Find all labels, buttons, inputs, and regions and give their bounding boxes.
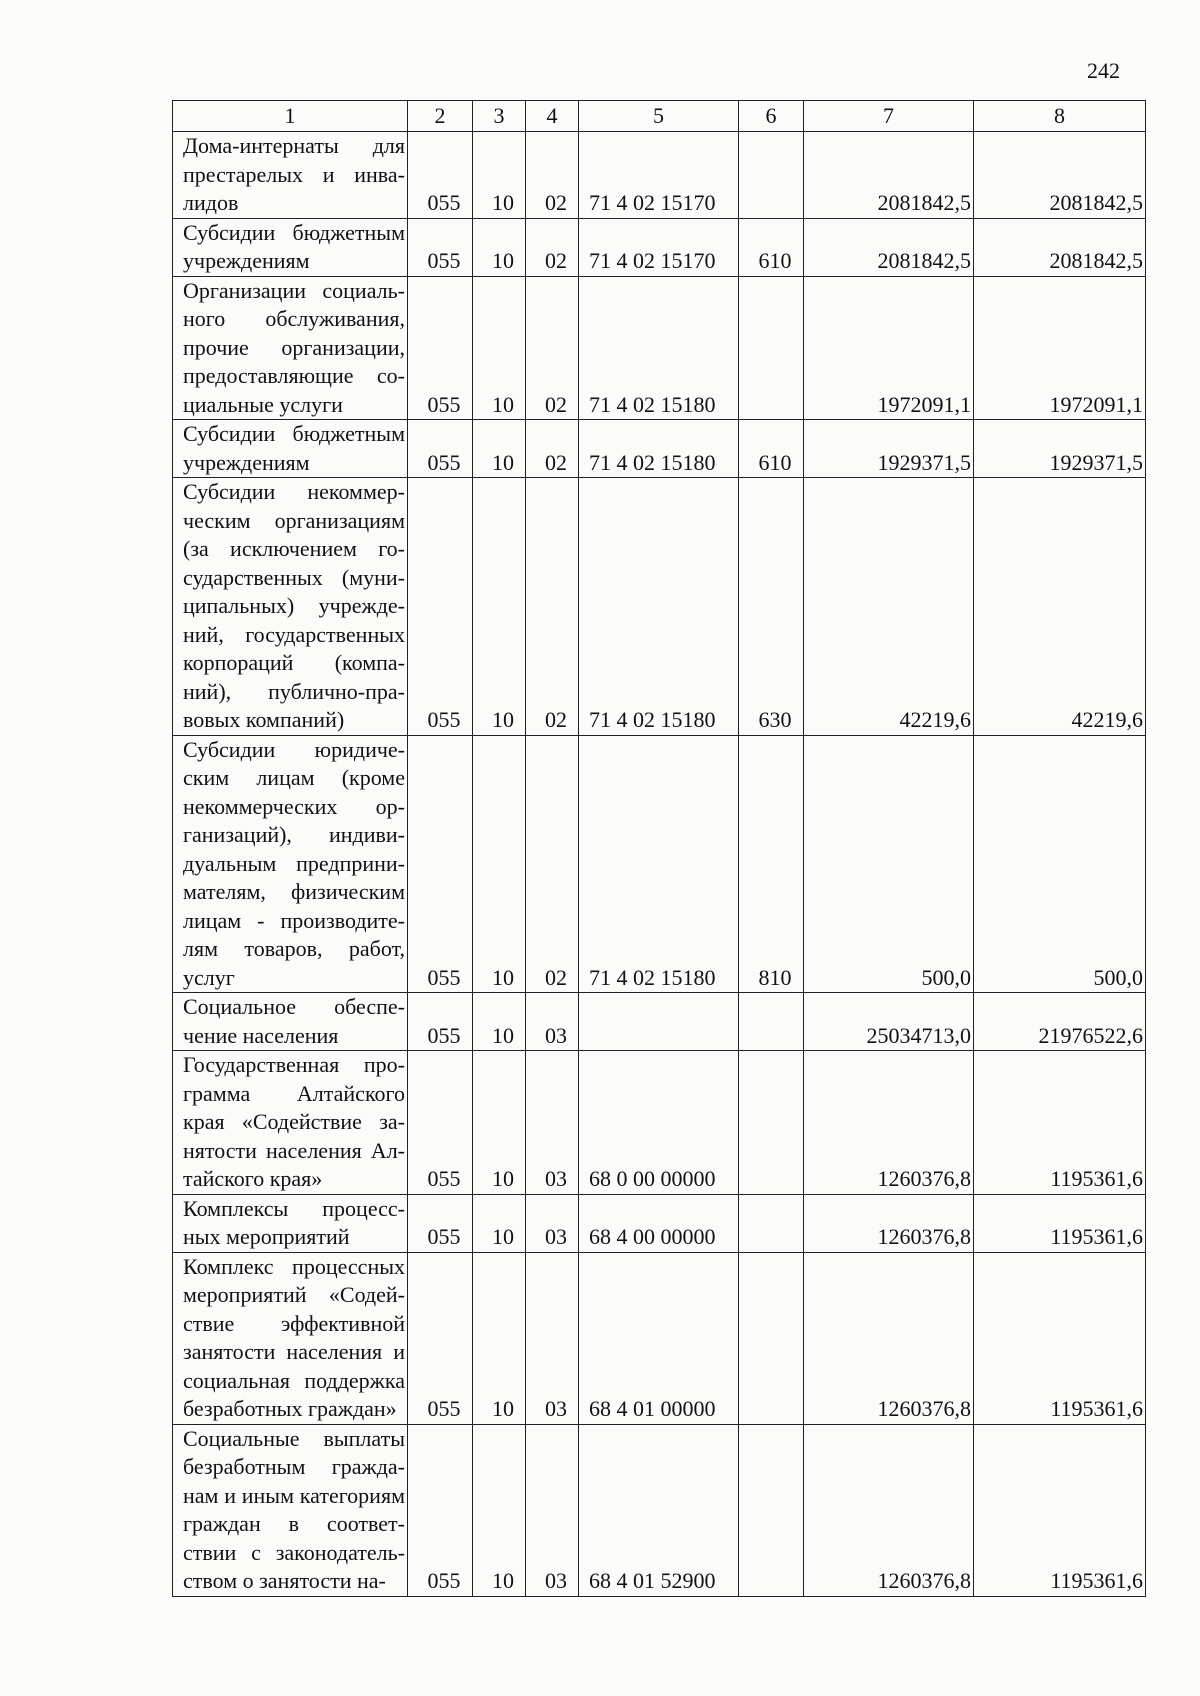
- expense-type-cell: [739, 1252, 804, 1424]
- table-row: [173, 1051, 1146, 1195]
- amount-col7-cell: 1260376,8: [804, 1424, 974, 1596]
- target-article-cell: 71 4 02 15180: [579, 478, 739, 736]
- expense-type-cell: [739, 132, 804, 219]
- row-name-cell: Субсидии юридическим лицам (кроме некоммерческих организаций), индивидуальным предпринимателям, физическим лицам - производителям товаров, работ, услуг: [173, 735, 408, 993]
- expense-type-cell: [739, 1424, 804, 1596]
- row-name-cell: Организации социального обслуживания, прочие организации, предоставляющие социальные услуги: [173, 276, 408, 420]
- ministry-code-cell: 055: [408, 478, 473, 736]
- amount-col8-cell: 21976522,6: [974, 993, 1146, 1051]
- ministry-code-cell: 055: [408, 276, 473, 420]
- table-row: [173, 132, 1146, 219]
- ministry-code-cell: 055: [408, 132, 473, 219]
- expense-type-cell: [739, 276, 804, 420]
- ministry-code-cell: 055: [408, 993, 473, 1051]
- row-name-cell: Социальное обеспечение населения: [173, 993, 408, 1051]
- ministry-code-cell: 055: [408, 218, 473, 276]
- column-header: 2: [408, 101, 473, 132]
- amount-col8-cell: 1929371,5: [974, 420, 1146, 478]
- amount-col7-cell: 2081842,5: [804, 218, 974, 276]
- section-code-cell: 10: [473, 1424, 526, 1596]
- target-article-cell: 68 4 01 00000: [579, 1252, 739, 1424]
- page-number: 242: [1087, 58, 1120, 83]
- subsection-code-cell: 02: [526, 132, 579, 219]
- target-article-cell: 68 0 00 00000: [579, 1051, 739, 1195]
- column-header: 4: [526, 101, 579, 132]
- section-code-cell: 10: [473, 1194, 526, 1252]
- target-article-cell: 71 4 02 15180: [579, 735, 739, 993]
- table-row: [173, 993, 1146, 1051]
- amount-col7-cell: 1260376,8: [804, 1194, 974, 1252]
- target-article-cell: 71 4 02 15180: [579, 420, 739, 478]
- expense-type-cell: 610: [739, 420, 804, 478]
- table-row: [173, 420, 1146, 478]
- amount-col7-cell: 2081842,5: [804, 132, 974, 219]
- amount-col8-cell: 1195361,6: [974, 1252, 1146, 1424]
- expense-type-cell: 630: [739, 478, 804, 736]
- ministry-code-cell: 055: [408, 1424, 473, 1596]
- section-code-cell: 10: [473, 735, 526, 993]
- amount-col8-cell: 1195361,6: [974, 1194, 1146, 1252]
- subsection-code-cell: 03: [526, 1194, 579, 1252]
- section-code-cell: 10: [473, 993, 526, 1051]
- subsection-code-cell: 02: [526, 276, 579, 420]
- ministry-code-cell: 055: [408, 420, 473, 478]
- target-article-cell: 71 4 02 15170: [579, 218, 739, 276]
- target-article-cell: 68 4 01 52900: [579, 1424, 739, 1596]
- subsection-code-cell: 03: [526, 1424, 579, 1596]
- expense-type-cell: 810: [739, 735, 804, 993]
- ministry-code-cell: 055: [408, 1194, 473, 1252]
- row-name-cell: Субсидии бюджетным учреждениям: [173, 218, 408, 276]
- expense-type-cell: 610: [739, 218, 804, 276]
- amount-col7-cell: 1260376,8: [804, 1051, 974, 1195]
- amount-col7-cell: 1972091,1: [804, 276, 974, 420]
- subsection-code-cell: 03: [526, 993, 579, 1051]
- amount-col7-cell: 25034713,0: [804, 993, 974, 1051]
- section-code-cell: 10: [473, 132, 526, 219]
- column-header: 8: [974, 101, 1146, 132]
- subsection-code-cell: 02: [526, 218, 579, 276]
- section-code-cell: 10: [473, 1051, 526, 1195]
- amount-col7-cell: 1260376,8: [804, 1252, 974, 1424]
- table-header-row: [173, 101, 1146, 132]
- column-header: 6: [739, 101, 804, 132]
- section-code-cell: 10: [473, 420, 526, 478]
- amount-col7-cell: 42219,6: [804, 478, 974, 736]
- amount-col8-cell: 42219,6: [974, 478, 1146, 736]
- expense-type-cell: [739, 1051, 804, 1195]
- amount-col8-cell: 1195361,6: [974, 1424, 1146, 1596]
- row-name-cell: Комплекс процессных мероприятий «Содействие эффективной занятости населения и социальная поддержка безработных граждан»: [173, 1252, 408, 1424]
- ministry-code-cell: 055: [408, 735, 473, 993]
- amount-col8-cell: 2081842,5: [974, 132, 1146, 219]
- section-code-cell: 10: [473, 1252, 526, 1424]
- table-row: [173, 218, 1146, 276]
- row-name-cell: Государственная программа Алтайского края «Содействие занятости населения Алтайского края»: [173, 1051, 408, 1195]
- table-row: [173, 276, 1146, 420]
- section-code-cell: 10: [473, 276, 526, 420]
- subsection-code-cell: 03: [526, 1252, 579, 1424]
- subsection-code-cell: 02: [526, 735, 579, 993]
- ministry-code-cell: 055: [408, 1252, 473, 1424]
- table-row: [173, 1252, 1146, 1424]
- row-name-cell: Социальные выплаты безработным гражданам и иным категориям граждан в соответствии с законодательством о занятости на-: [173, 1424, 408, 1596]
- budget-table: [172, 100, 1146, 1597]
- target-article-cell: [579, 993, 739, 1051]
- table-row: [173, 1194, 1146, 1252]
- subsection-code-cell: 03: [526, 1051, 579, 1195]
- subsection-code-cell: 02: [526, 478, 579, 736]
- target-article-cell: 68 4 00 00000: [579, 1194, 739, 1252]
- table-row: [173, 1424, 1146, 1596]
- row-name-cell: Дома-интернаты для престарелых и инвалидов: [173, 132, 408, 219]
- amount-col7-cell: 500,0: [804, 735, 974, 993]
- section-code-cell: 10: [473, 478, 526, 736]
- expense-type-cell: [739, 993, 804, 1051]
- amount-col8-cell: 2081842,5: [974, 218, 1146, 276]
- row-name-cell: Комплексы процессных мероприятий: [173, 1194, 408, 1252]
- amount-col7-cell: 1929371,5: [804, 420, 974, 478]
- column-header: 7: [804, 101, 974, 132]
- column-header: 1: [173, 101, 408, 132]
- column-header: 3: [473, 101, 526, 132]
- amount-col8-cell: 1195361,6: [974, 1051, 1146, 1195]
- table-row: [173, 735, 1146, 993]
- amount-col8-cell: 500,0: [974, 735, 1146, 993]
- section-code-cell: 10: [473, 218, 526, 276]
- expense-type-cell: [739, 1194, 804, 1252]
- target-article-cell: 71 4 02 15180: [579, 276, 739, 420]
- row-name-cell: Субсидии некоммерческим организациям (за исключением государственных (муниципальных) учреждений, государственных корпораций (компаний), публично-правовых компаний): [173, 478, 408, 736]
- row-name-cell: Субсидии бюджетным учреждениям: [173, 420, 408, 478]
- target-article-cell: 71 4 02 15170: [579, 132, 739, 219]
- column-header: 5: [579, 101, 739, 132]
- table-row: [173, 478, 1146, 736]
- ministry-code-cell: 055: [408, 1051, 473, 1195]
- subsection-code-cell: 02: [526, 420, 579, 478]
- amount-col8-cell: 1972091,1: [974, 276, 1146, 420]
